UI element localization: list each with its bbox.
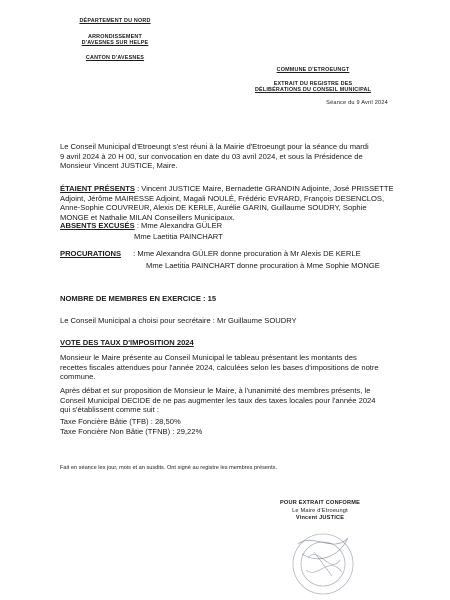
paragraph-line: Conseil Municipal DECIDE de ne pas augmenter les taux des taxes locales pour l'année 2024 bbox=[60, 395, 376, 405]
paragraph-line: recettes fiscales attendues pour l'année 2024, calculées selon les bases d'impositions de notre bbox=[60, 362, 379, 372]
right-header bbox=[238, 67, 388, 106]
intro-line: 9 avril 2024 à 20 H 00, sur convocation en date du 03 avril 2024, et sous la Présidence de bbox=[60, 151, 363, 161]
proxies bbox=[60, 249, 400, 270]
arrondissement-line1: ARRONDISSEMENT bbox=[87, 34, 142, 40]
paragraph-line: Monsieur le Maire présente au Conseil Municipal le tableau présentant les montants des bbox=[60, 353, 357, 362]
excused-members bbox=[60, 221, 360, 241]
intro-line: Le Conseil Municipal d'Etroeungt s'est réuni à la Mairie d'Etroeungt pour la séance du mardi bbox=[60, 142, 369, 151]
intro-line: Monsieur Vincent JUSTICE, Maire. bbox=[60, 161, 178, 171]
tax-rates bbox=[60, 417, 360, 436]
paragraph-line: Après débat et sur proposition de Monsieur le Maire, à l'unanimité des membres présents, le bbox=[60, 386, 371, 395]
excused-label: ABSENTS EXCUSÉS bbox=[60, 221, 135, 230]
vote-title: VOTE DES TAUX D'IMPOSITION 2024 bbox=[60, 338, 194, 347]
signature-line: Vincent JUSTICE bbox=[295, 515, 345, 521]
left-header bbox=[40, 18, 190, 61]
present-line: Anne-Sophie COUVREUR, Alexis DE KERLE, Aurélie GARIN, Guillaume SOUDRY, Sophie bbox=[60, 203, 367, 213]
session-date: Séance du 9 Avril 2024 bbox=[326, 100, 388, 106]
commune-label: COMMUNE D'ETROEUNGT bbox=[276, 67, 350, 73]
department-label: DÉPARTEMENT DU NORD bbox=[79, 18, 151, 24]
extract-line2: DÉLIBÉRATIONS DU CONSEIL MUNICIPAL bbox=[254, 87, 372, 93]
extract-line1: EXTRAIT DU REGISTRE DES bbox=[273, 81, 353, 87]
arrondissement-line2: D'AVESNES SUR HELPE bbox=[81, 40, 149, 46]
proxies-line: : Mme Alexandra GÜLER donne procuration à Mr Alexis DE KERLE bbox=[131, 249, 361, 258]
tax-rate-tfb: Taxe Foncière Bâtie (TFB) : 28,50% bbox=[60, 417, 181, 426]
paragraph-2 bbox=[60, 386, 398, 415]
present-line: Adjoint, Jérôme MAIRESSE Adjoint, Magali NOULÉ, Frédéric EVRARD, François DESENCLOS, bbox=[60, 193, 385, 203]
paragraph-line: qui s'établissent comme suit : bbox=[60, 405, 159, 415]
proxies-label: PROCURATIONS bbox=[60, 249, 122, 258]
signature-line: POUR EXTRAIT CONFORME bbox=[279, 500, 361, 506]
intro-paragraph bbox=[60, 142, 392, 171]
signature-line: Le Maire d'Etroeungt bbox=[292, 507, 348, 514]
closing-statement: Fait en séance les jour, mois et an susdits. Ont signé au registre les membres présents. bbox=[60, 465, 278, 471]
proxies-line: Mme Laetitia PAINCHART donne procuration à Mme Sophie MONGE bbox=[146, 260, 380, 270]
present-line: MONGE et Nathalie MILAN Conseillers Municipaux. bbox=[60, 212, 235, 222]
present-members bbox=[60, 184, 400, 222]
paragraph-1 bbox=[60, 353, 392, 382]
official-seal bbox=[278, 524, 368, 600]
signature-block bbox=[250, 500, 390, 523]
excused-line: Mme Laetitia PAINCHART bbox=[134, 231, 223, 241]
paragraph-line: commune. bbox=[60, 372, 96, 382]
tax-rate-tfnb: Taxe Foncière Non Bâtie (TFNB) : 29,22% bbox=[60, 426, 203, 436]
canton-label: CANTON D'AVESNES bbox=[85, 55, 145, 61]
present-label: ÉTAIENT PRÉSENTS bbox=[60, 184, 135, 193]
secretary-line: Le Conseil Municipal a choisi pour secrétaire : Mr Guillaume SOUDRY bbox=[60, 316, 297, 325]
excused-line: : Mme Alexandra GÜLER bbox=[134, 221, 223, 230]
present-line: : Vincent JUSTICE Maire, Bernadette GRANDIN Adjointe, José PRISSETTE bbox=[134, 184, 394, 193]
members-count: NOMBRE DE MEMBRES EN EXERCICE : 15 bbox=[60, 294, 217, 303]
